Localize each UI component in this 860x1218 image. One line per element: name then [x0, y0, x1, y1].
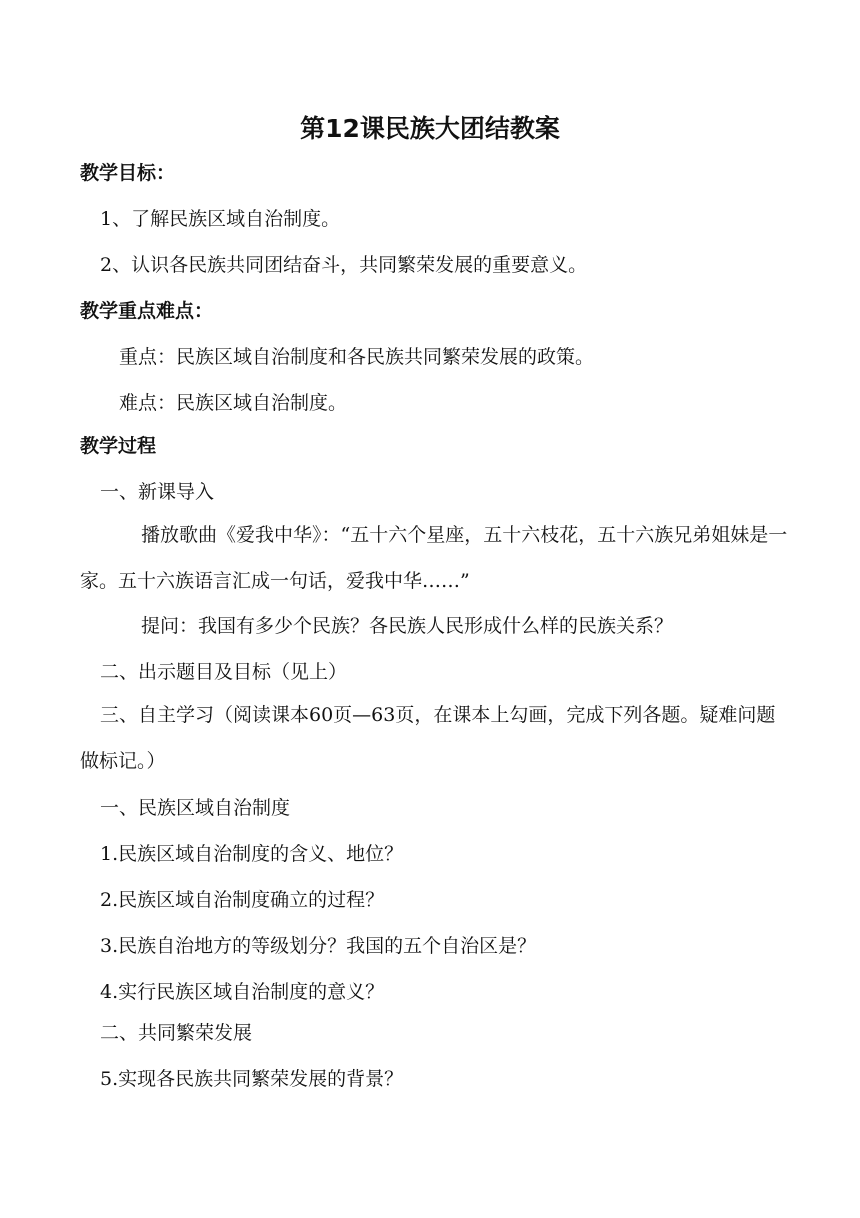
document-title: 第12课民族大团结教案 [300, 114, 560, 143]
self-study-paragraph: 三、自主学习（阅读课本60页—63页，在课本上勾画，完成下列各题。疑难问题做标记。） [80, 704, 776, 772]
question-item: 2.民族区域自治制度确立的过程？ [100, 889, 385, 911]
show-topic-line: 二、出示题目及目标（见上） [100, 661, 348, 683]
process-heading: 教学过程 [80, 435, 157, 457]
objectives-heading: 教学目标： [80, 162, 176, 184]
section1-heading: 一、民族区域自治制度 [100, 797, 291, 819]
keypoints-heading: 教学重点难点： [80, 300, 214, 322]
question-item: 3.民族自治地方的等级划分？我国的五个自治区是？ [100, 935, 537, 957]
difficult-point: 难点：民族区域自治制度。 [119, 392, 348, 414]
key-point: 重点：民族区域自治制度和各民族共同繁荣发展的政策。 [119, 346, 595, 368]
question-item: 4.实行民族区域自治制度的意义？ [100, 981, 385, 1003]
question-item: 1.民族区域自治制度的含义、地位？ [100, 843, 404, 865]
section2-heading: 二、共同繁荣发展 [100, 1022, 253, 1044]
intro-heading: 一、新课导入 [100, 481, 215, 503]
objective-item: 1、了解民族区域自治制度。 [100, 208, 341, 230]
intro-paragraph: 播放歌曲《爱我中华》：“五十六个星座，五十六枝花，五十六族兄弟姐妹是一家。五十六族语言汇成一句话，爱我中华……” [80, 524, 788, 592]
question-item: 5.实现各民族共同繁荣发展的背景？ [100, 1068, 404, 1090]
question-paragraph: 提问：我国有多少个民族？各民族人民形成什么样的民族关系？ [141, 615, 674, 637]
objective-item: 2、认识各民族共同团结奋斗，共同繁荣发展的重要意义。 [100, 254, 588, 276]
